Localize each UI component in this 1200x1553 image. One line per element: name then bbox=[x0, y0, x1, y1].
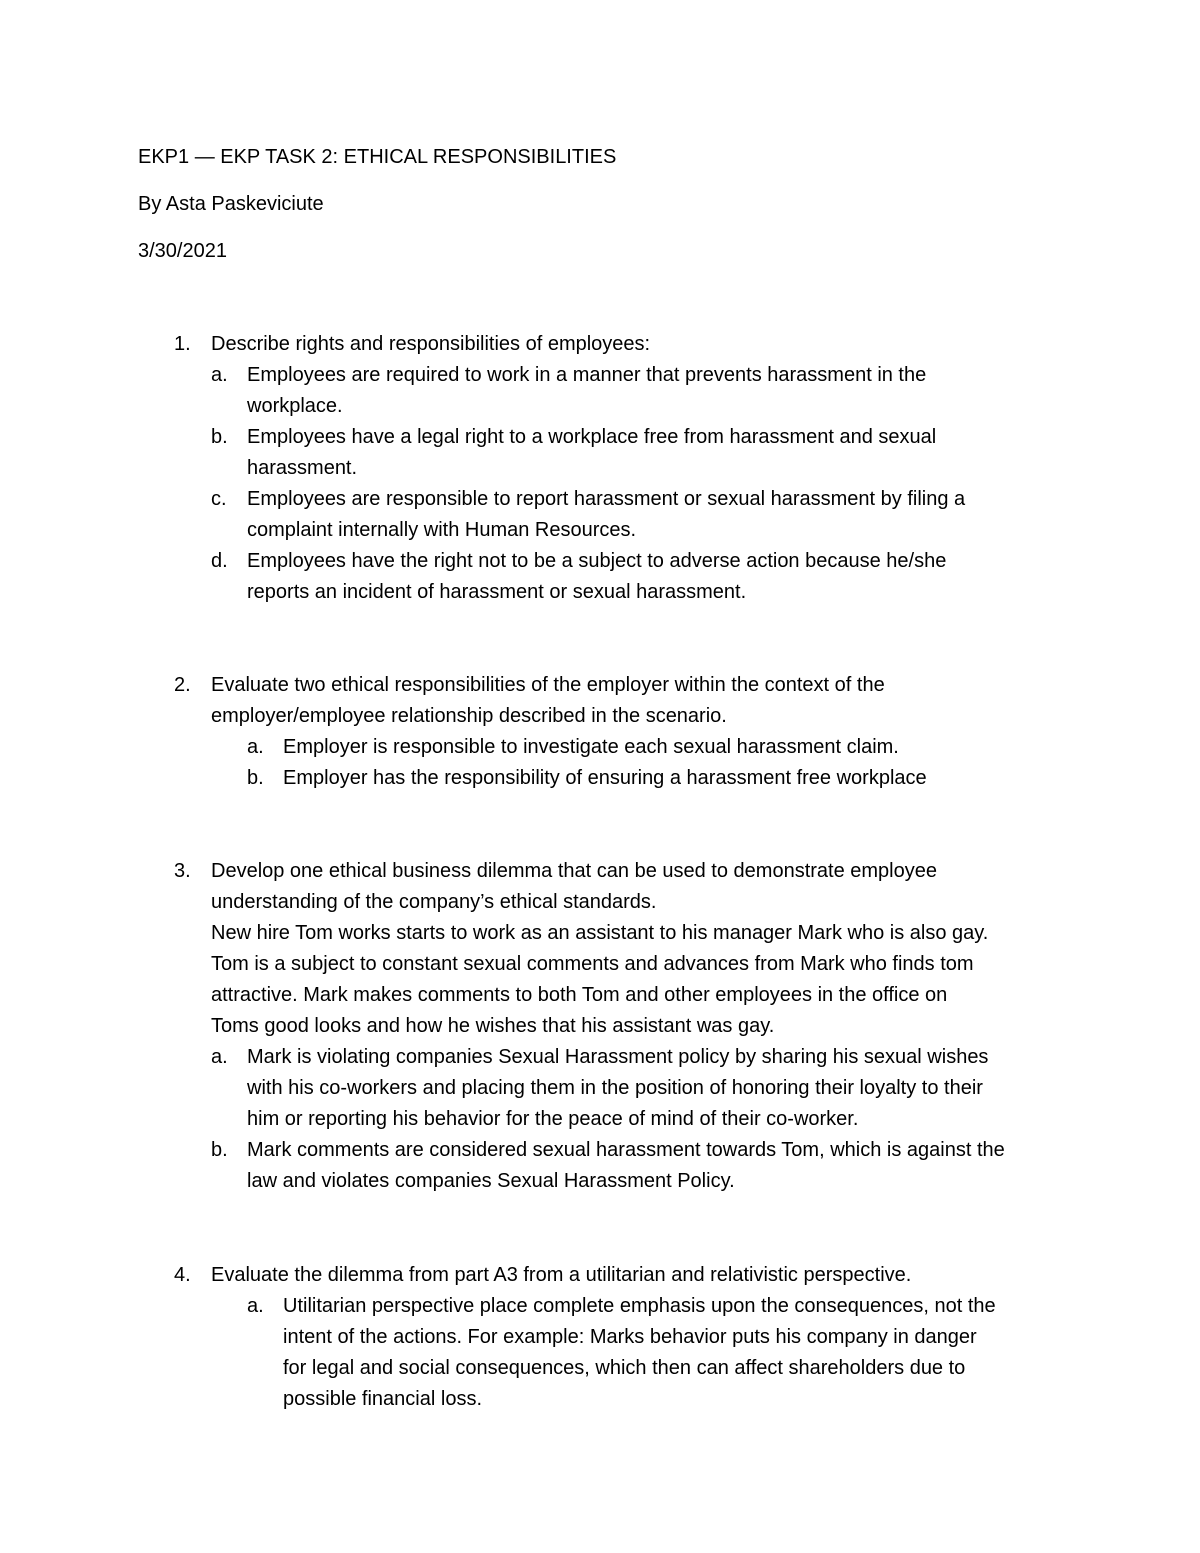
q3-line-4: Tom is a subject to constant sexual comments and advances from Mark who finds tom bbox=[211, 953, 974, 975]
q4-item-a-line-3: for legal and social consequences, which then can affect shareholders due to bbox=[283, 1357, 966, 1379]
q1-item-c-letter: c. bbox=[211, 488, 227, 510]
q2-line-1: Evaluate two ethical responsibilities of the employer within the context of the bbox=[211, 674, 885, 696]
author-line: By Asta Paskeviciute bbox=[138, 193, 324, 215]
q1-item-c-line-1: Employees are responsible to report harassment or sexual harassment by filing a bbox=[247, 488, 966, 510]
q4-number: 4. bbox=[174, 1264, 191, 1286]
q1-item-b-line-2: harassment. bbox=[247, 457, 358, 479]
q1-item-c-line-2: complaint internally with Human Resources. bbox=[247, 519, 637, 541]
q3-line-3: New hire Tom works starts to work as an assistant to his manager Mark who is also gay. bbox=[211, 922, 989, 944]
q2-item-a-line-1: Employer is responsible to investigate each sexual harassment claim. bbox=[283, 736, 899, 758]
q1-number: 1. bbox=[174, 333, 191, 355]
date-line: 3/30/2021 bbox=[138, 240, 227, 262]
q2-item-a-letter: a. bbox=[247, 736, 264, 758]
q1-item-b-line-1: Employees have a legal right to a workplace free from harassment and sexual bbox=[247, 426, 937, 448]
q3-item-a-line-1: Mark is violating companies Sexual Harassment policy by sharing his sexual wishes bbox=[247, 1046, 989, 1068]
q3-item-a-line-2: with his co-workers and placing them in the position of honoring their loyalty to their bbox=[247, 1077, 983, 1099]
q3-line-2: understanding of the company’s ethical standards. bbox=[211, 891, 657, 913]
q3-number: 3. bbox=[174, 860, 191, 882]
document-title: EKP1 — EKP TASK 2: ETHICAL RESPONSIBILITIES bbox=[138, 146, 617, 168]
q3-line-5: attractive. Mark makes comments to both Tom and other employees in the office on bbox=[211, 984, 948, 1006]
q1-item-d-letter: d. bbox=[211, 550, 228, 572]
q3-item-b-line-2: law and violates companies Sexual Harassment Policy. bbox=[247, 1170, 735, 1192]
q4-item-a-line-4: possible financial loss. bbox=[283, 1388, 482, 1410]
q1-item-d-line-1: Employees have the right not to be a subject to adverse action because he/she bbox=[247, 550, 947, 572]
q1-item-a-line-2: workplace. bbox=[247, 395, 343, 417]
q4-line-1: Evaluate the dilemma from part A3 from a utilitarian and relativistic perspective. bbox=[211, 1264, 912, 1286]
q1-item-a-line-1: Employees are required to work in a manner that prevents harassment in the bbox=[247, 364, 927, 386]
q1-item-a-letter: a. bbox=[211, 364, 228, 386]
q3-item-a-letter: a. bbox=[211, 1046, 228, 1068]
q4-item-a-line-2: intent of the actions. For example: Marks behavior puts his company in danger bbox=[283, 1326, 977, 1348]
q2-item-b-line-1: Employer has the responsibility of ensuring a harassment free workplace bbox=[283, 767, 927, 789]
q4-item-a-line-1: Utilitarian perspective place complete emphasis upon the consequences, not the bbox=[283, 1295, 996, 1317]
q3-item-b-line-1: Mark comments are considered sexual harassment towards Tom, which is against the bbox=[247, 1139, 1005, 1161]
q1-item-b-letter: b. bbox=[211, 426, 228, 448]
q2-item-b-letter: b. bbox=[247, 767, 264, 789]
q1-item-d-line-2: reports an incident of harassment or sexual harassment. bbox=[247, 581, 747, 603]
q4-item-a-letter: a. bbox=[247, 1295, 264, 1317]
q3-item-b-letter: b. bbox=[211, 1139, 228, 1161]
q3-item-a-line-3: him or reporting his behavior for the peace of mind of their co-worker. bbox=[247, 1108, 859, 1130]
q3-line-6: Toms good looks and how he wishes that his assistant was gay. bbox=[211, 1015, 775, 1037]
q2-number: 2. bbox=[174, 674, 191, 696]
q2-line-2: employer/employee relationship described in the scenario. bbox=[211, 705, 727, 727]
q3-line-1: Develop one ethical business dilemma that can be used to demonstrate employee bbox=[211, 860, 937, 882]
q1-text: Describe rights and responsibilities of employees: bbox=[211, 333, 651, 355]
